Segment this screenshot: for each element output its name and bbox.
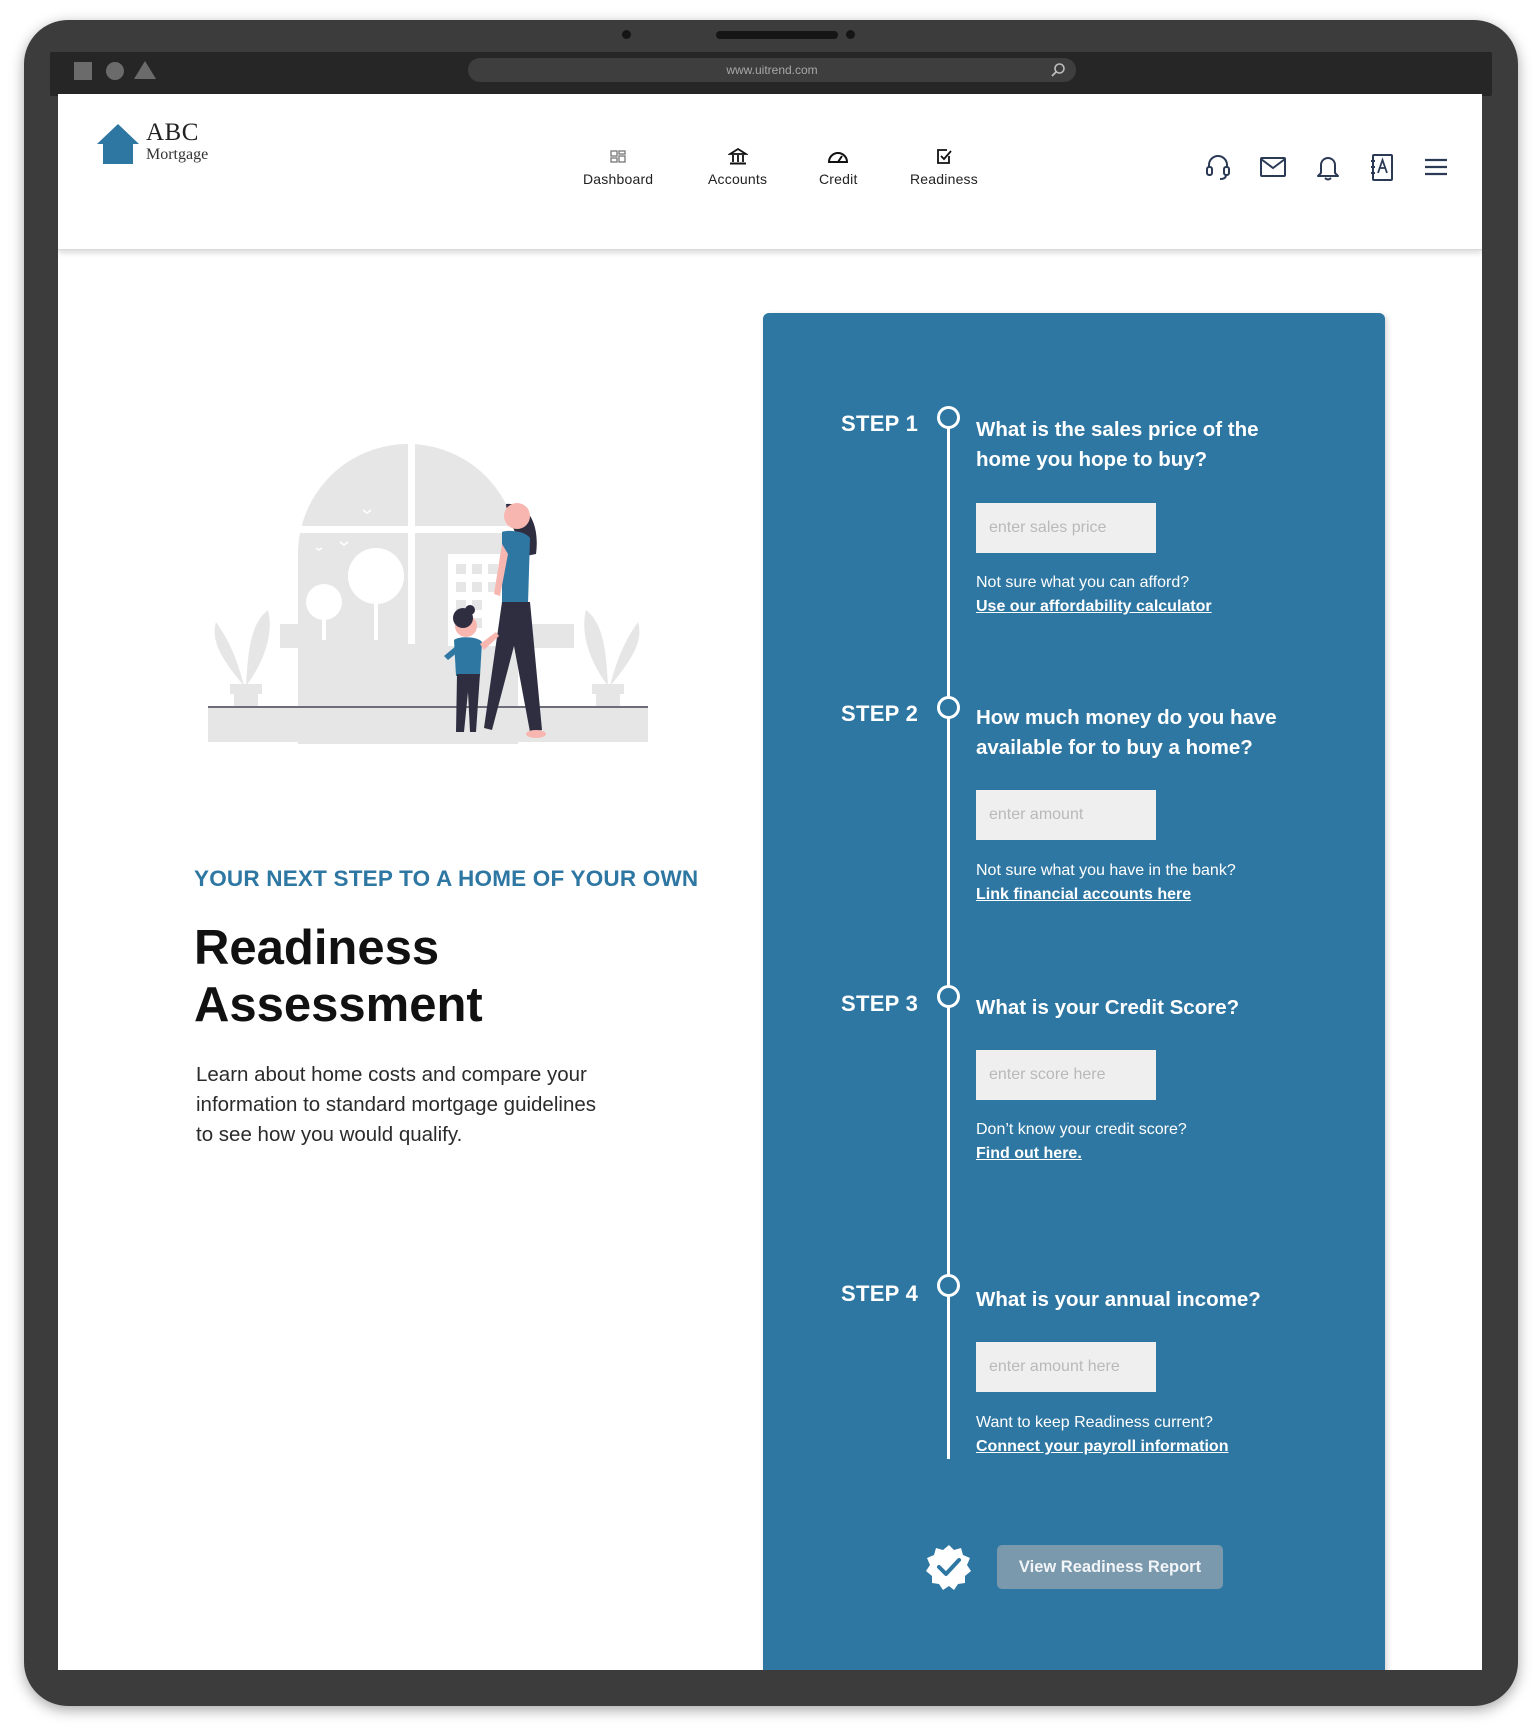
step-2-label: STEP 2: [841, 701, 919, 726]
top-nav: [58, 94, 1482, 250]
step-2-question: How much money do you have available for to buy a home?: [976, 706, 1277, 759]
url-bar[interactable]: [468, 58, 1076, 82]
title-line-2: Assessment: [194, 978, 483, 1032]
nav-item-credit[interactable]: [819, 146, 858, 187]
logo[interactable]: [96, 120, 208, 166]
step-4-helper: [976, 1411, 1336, 1459]
step-2-helper: [976, 859, 1336, 907]
nav-item-readiness[interactable]: [910, 146, 978, 187]
desc-line-2: information to standard mortgage guidelines: [196, 1093, 596, 1116]
step-3-label: STEP 3: [841, 991, 919, 1016]
step-2-helper-text: Not sure what you have in the bank?: [976, 862, 1236, 879]
step-4-question: What is your annual income?: [976, 1288, 1261, 1311]
nav-label-accounts: Accounts: [708, 171, 768, 187]
annual-income-input[interactable]: [976, 1342, 1156, 1392]
step-1-question: What is the sales price of the home you hope to buy?: [976, 418, 1259, 471]
speaker-bar: [716, 31, 838, 39]
verified-check-badge-icon: [926, 1544, 972, 1590]
nav-label-readiness: Readiness: [910, 171, 978, 187]
step-3-helper: [976, 1118, 1336, 1166]
timeline-line: [947, 421, 950, 1459]
connect-payroll-link[interactable]: Connect your payroll information: [976, 1438, 1229, 1455]
sensor-dot: [846, 30, 855, 39]
affordability-calculator-link[interactable]: Use our affordability calculator: [976, 598, 1212, 615]
desc-line-1: Learn about home costs and compare your: [196, 1063, 587, 1086]
step-4-marker: [937, 1274, 960, 1297]
circle-icon: [106, 62, 124, 80]
step-3-helper-text: Don’t know your credit score?: [976, 1121, 1187, 1138]
nav-item-dashboard[interactable]: [583, 146, 653, 187]
gauge-icon: [826, 146, 850, 168]
sales-price-input[interactable]: [976, 503, 1156, 553]
bell-icon[interactable]: [1314, 152, 1342, 182]
desc-line-3: to see how you would qualify.: [196, 1123, 463, 1146]
mail-icon[interactable]: [1258, 152, 1288, 182]
contacts-icon[interactable]: [1368, 152, 1396, 182]
title-line-1: Readiness: [194, 921, 440, 975]
step-3-marker: [937, 985, 960, 1008]
url-text: www.uitrend.com: [726, 63, 818, 77]
hero-description: [196, 1060, 666, 1150]
mother-child-window-illustration: [208, 414, 648, 754]
step-1-label: STEP 1: [841, 411, 919, 436]
house-logo-icon: [96, 124, 140, 166]
view-readiness-report-button[interactable]: View Readiness Report: [997, 1545, 1223, 1589]
step-1-marker: [937, 406, 960, 429]
square-icon: [74, 62, 92, 80]
step-4-label: STEP 4: [841, 1281, 919, 1306]
step-3-question: What is your Credit Score?: [976, 996, 1240, 1019]
step-1-helper: [976, 571, 1336, 619]
page-title: [194, 920, 694, 1034]
search-icon[interactable]: [1050, 62, 1066, 78]
link-financial-accounts-link[interactable]: Link financial accounts here: [976, 886, 1192, 903]
assessment-steps-panel: [763, 313, 1385, 1670]
hamburger-menu-icon[interactable]: [1422, 152, 1450, 182]
nav-label-credit: Credit: [819, 171, 858, 187]
step-4-helper-text: Want to keep Readiness current?: [976, 1414, 1213, 1431]
nav-item-accounts[interactable]: [708, 146, 767, 187]
checklist-icon: [934, 146, 954, 168]
hero-eyebrow: YOUR NEXT STEP TO A HOME OF YOUR OWN: [194, 866, 699, 891]
step-1-helper-text: Not sure what you can afford?: [976, 574, 1190, 591]
app-screen: [58, 94, 1482, 1670]
bank-icon: [728, 146, 748, 168]
triangle-icon: [134, 61, 156, 79]
brand-name: ABC: [146, 119, 199, 146]
nav-label-dashboard: Dashboard: [583, 171, 654, 187]
camera-dot: [622, 30, 631, 39]
step-2-marker: [937, 696, 960, 719]
brand-sub: Mortgage: [146, 146, 209, 163]
credit-score-input[interactable]: [976, 1050, 1156, 1100]
find-credit-score-link[interactable]: Find out here.: [976, 1145, 1082, 1162]
available-funds-input[interactable]: [976, 790, 1156, 840]
dashboard-grid-icon: [609, 146, 627, 168]
headset-icon[interactable]: [1204, 152, 1232, 182]
